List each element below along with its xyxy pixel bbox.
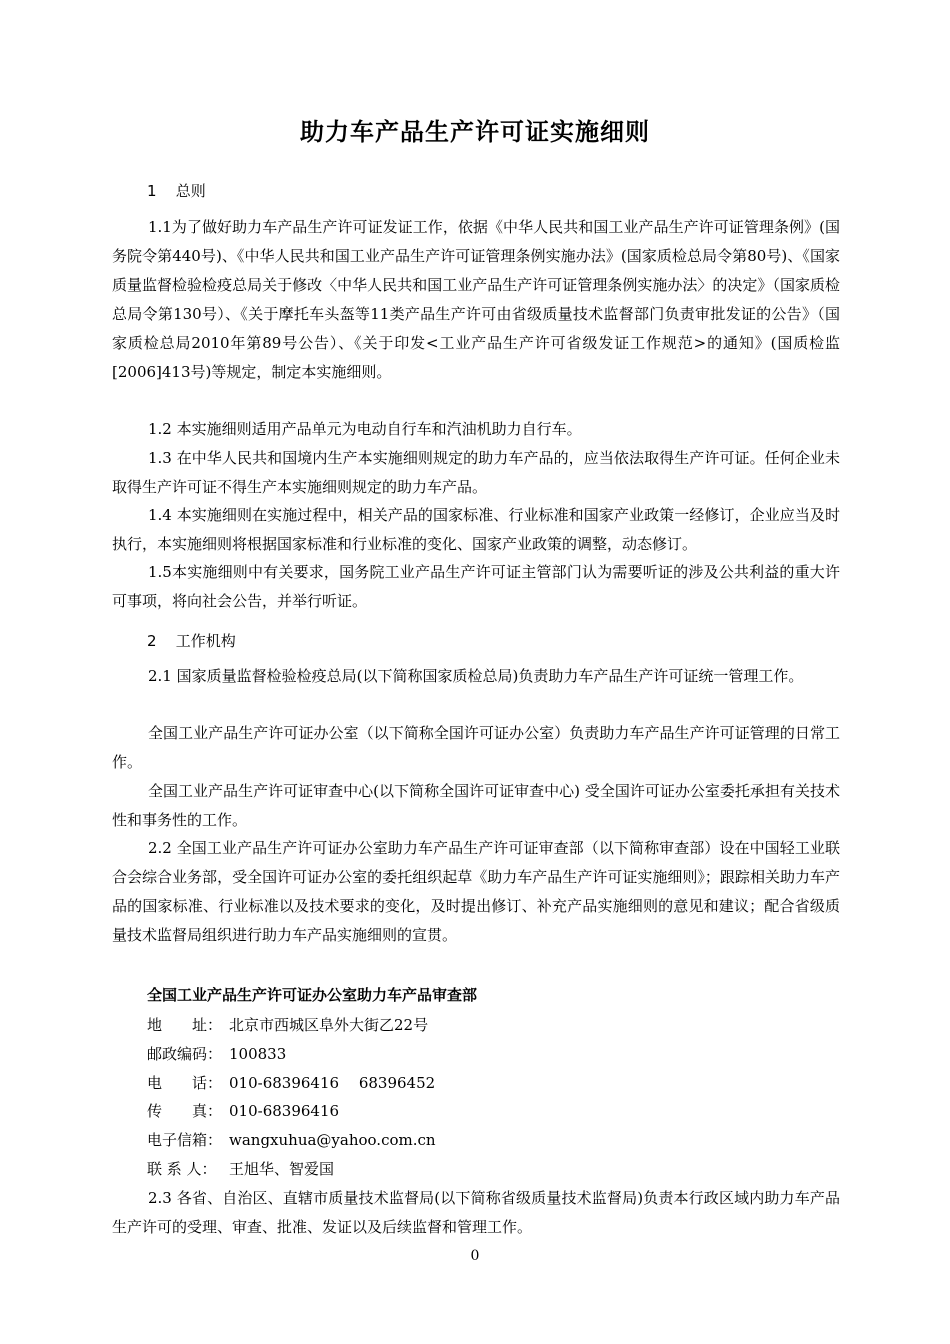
section-number: 1 — [147, 182, 157, 200]
contact-fax — [147, 1100, 339, 1121]
paragraph-1-5: 1.5本实施细则中有关要求，国务院工业产品生产许可证主管部门认为需要听证的涉及公共利益的重大许可事项，将向社会公告，并举行听证。 — [112, 563, 840, 610]
section-title: 工作机构 — [175, 632, 236, 650]
paragraph-1-4: 1.4 本实施细则在实施过程中，相关产品的国家标准、行业标准和国家产业政策一经修订，企业应当及时执行，本实施细则将根据国家标准和行业标准的变化、国家产业政策的调整，动态修订。 — [112, 506, 840, 553]
contact-value: 100833 — [229, 1045, 287, 1063]
contact-address — [147, 1014, 428, 1035]
paragraph-2-3: 2.3 各省、自治区、直辖市质量技术监督局(以下简称省级质量技术监督局)负责本行政区域内助力车产品生产许可的受理、审查、批准、发证以及后续监督和管理工作。 — [112, 1189, 840, 1236]
paragraph-1-1: 1.1为了做好助力车产品生产许可证发证工作，依据《中华人民共和国工业产品生产许可证管理条例》(国务院令第440号)、《中华人民共和国工业产品生产许可证管理条例实施办法》(国家质检总局令第80号)、《国家质量监督检验检疫总局关于修改〈中华人民共和国工业产品生产许可证管理条例实施办法〉的决定》（国家质检总局令第130号）、《关于摩托车头盔等11类产品生产许可由省级质量技术监督部门负责审批发证的公告》（国家质检总局2010年第89号公告）、《关于印发<工业产品生产许可省级发证工作规范>的通知》(国质检监[2006]413号)等规定，制定本实施细则。 — [112, 218, 840, 381]
page-number: 0 — [470, 1248, 480, 1264]
section-title: 总则 — [175, 182, 206, 200]
paragraph-2-2: 2.2 全国工业产品生产许可证办公室助力车产品生产许可证审查部（以下简称审查部）设在中国轻工业联合会综合业务部，受全国许可证办公室的委托组织起草《助力车产品生产许可证实施细则》；跟踪相关助力车产品的国家标准、行业标准以及技术要求的变化，及时提出修订、补充产品实施细则的意见和建议；配合省级质量技术监督局组织进行助力车产品实施细则的宣贯。 — [112, 839, 840, 944]
contact-label: 电子信箱： — [147, 1131, 223, 1149]
contact-value: 010-68396416 — [229, 1102, 340, 1120]
contact-label: 传 真： — [147, 1102, 223, 1120]
section-heading-2 — [147, 630, 236, 651]
contact-label: 电 话： — [147, 1074, 223, 1092]
paragraph-2-1-center: 全国工业产品生产许可证审查中心(以下简称全国许可证审查中心) 受全国许可证办公室委托承担有关技术性和事务性的工作。 — [112, 782, 840, 829]
contact-label: 地 址： — [147, 1016, 223, 1034]
contact-person — [147, 1158, 334, 1179]
paragraph-2-1-office: 全国工业产品生产许可证办公室（以下简称全国许可证办公室）负责助力车产品生产许可证管理的日常工作。 — [112, 724, 840, 771]
section-number: 2 — [147, 632, 157, 650]
section-heading-1 — [147, 180, 206, 201]
paragraph-1-2: 1.2 本实施细则适用产品单元为电动自行车和汽油机助力自行车。 — [148, 420, 582, 438]
contact-value: 010-68396416 68396452 — [229, 1074, 436, 1092]
contact-email-link[interactable]: wangxuhua@yahoo.com.cn — [229, 1131, 436, 1149]
paragraph-2-1: 2.1 国家质量监督检验检疫总局(以下简称国家质检总局)负责助力车产品生产许可证统一管理工作。 — [148, 667, 804, 685]
contact-label: 邮政编码： — [147, 1045, 223, 1063]
contact-label: 联 系 人： — [147, 1160, 217, 1178]
contact-postcode — [147, 1043, 286, 1064]
contact-phone — [147, 1072, 435, 1093]
paragraph-1-3: 1.3 在中华人民共和国境内生产本实施细则规定的助力车产品的，应当依法取得生产许可证。任何企业未取得生产许可证不得生产本实施细则规定的助力车产品。 — [112, 449, 840, 496]
contact-email — [147, 1129, 436, 1150]
document-title: 助力车产品生产许可证实施细则 — [300, 118, 650, 146]
contact-value: 王旭华、智爱国 — [229, 1160, 335, 1178]
contact-heading: 全国工业产品生产许可证办公室助力车产品审查部 — [147, 986, 478, 1004]
contact-value: 北京市西城区阜外大街乙22号 — [229, 1016, 429, 1034]
